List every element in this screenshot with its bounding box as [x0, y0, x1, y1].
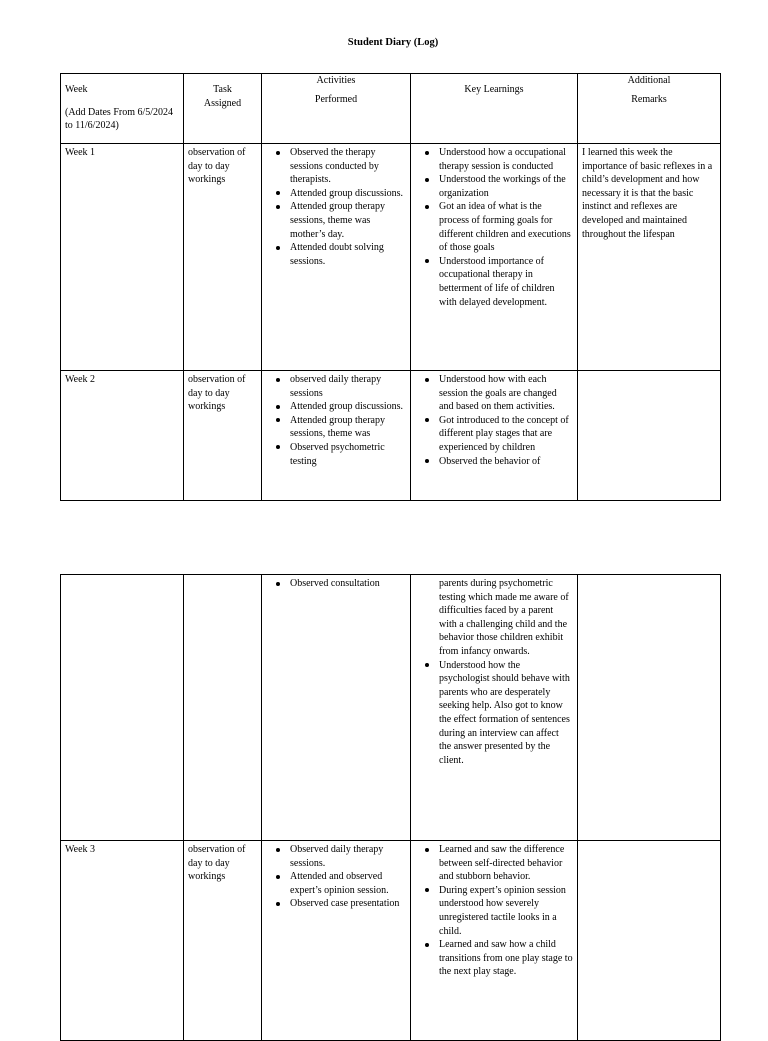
activities-list	[266, 146, 406, 268]
header-activities	[262, 74, 411, 144]
list-item: Attended doubt solving sessions.	[290, 241, 406, 268]
table-row	[61, 371, 721, 501]
list-item: Understood how with each session the goals are changed and based on them activities.	[439, 373, 573, 414]
list-item: Observed case presentation	[290, 897, 406, 911]
header-activities-line1: Activities	[316, 75, 356, 86]
task-cell: observation of day to day workings	[184, 371, 262, 501]
diary-table	[60, 73, 721, 501]
table-row	[61, 575, 721, 841]
list-item: Observed consultation	[290, 577, 406, 591]
list-item: Learned and saw how a child transitions from one play stage to the next play stage.	[439, 939, 573, 978]
list-item: Attended group discussions.	[290, 400, 406, 414]
header-remarks-line2: Remarks	[631, 93, 667, 105]
list-item: Attended group discussions.	[290, 187, 406, 201]
header-task	[184, 74, 262, 144]
activities-cell	[262, 371, 411, 501]
learnings-list	[415, 373, 573, 468]
header-task-line1: Task	[213, 84, 232, 95]
learnings-list	[415, 146, 573, 309]
header-remarks-line1: Additional	[627, 75, 671, 86]
list-item: Observed daily therapy sessions.	[290, 843, 406, 870]
learnings-cell	[411, 575, 578, 841]
header-week-label: Week	[65, 84, 88, 95]
header-task-line2: Assigned	[203, 97, 242, 109]
week-cell: Week 1	[61, 144, 184, 371]
activities-cell	[262, 575, 411, 841]
week-cell	[61, 575, 184, 841]
table-row	[61, 144, 721, 371]
list-item: observed daily therapy sessions	[290, 373, 406, 400]
list-item: Understood importance of occupational therapy in betterment of life of children with delayed development.	[439, 255, 573, 309]
list-item: Attended group therapy sessions, theme was	[290, 414, 406, 441]
list-item: Got an idea of what is the process of forming goals for different children and executions of those goals	[439, 200, 573, 254]
activities-list	[266, 373, 406, 468]
list-item: Observed the behavior of	[439, 455, 573, 469]
header-activities-line2: Performed	[314, 93, 358, 105]
header-key-learnings	[411, 74, 578, 144]
header-key-learnings-label: Key Learnings	[464, 84, 524, 95]
header-week-note: (Add Dates From 6/5/2024 to 11/6/2024)	[65, 106, 174, 132]
learnings-list	[415, 577, 573, 767]
remarks-cell	[578, 371, 721, 501]
list-item: Understood how a occupational therapy session is conducted	[439, 146, 573, 173]
header-remarks	[578, 74, 721, 144]
remarks-cell: I learned this week the importance of basic reflexes in a child’s development and how necessary it is that the basic instinct and reflexes are developed and maintained throughout the lifespan	[578, 144, 721, 371]
list-item: During expert’s opinion session understood how severely unregistered tactile looks in a child.	[439, 884, 573, 938]
learnings-list	[415, 843, 573, 979]
list-item: Got introduced to the concept of different play stages that are experienced by children	[439, 414, 573, 455]
learnings-cell	[411, 841, 578, 1041]
activities-list	[266, 577, 406, 591]
week-cell: Week 2	[61, 371, 184, 501]
week-cell: Week 3	[61, 841, 184, 1041]
list-item: Observed the therapy sessions conducted by therapists.	[290, 146, 406, 187]
header-row	[61, 74, 721, 144]
list-item: Learned and saw the difference between self-directed behavior and stubborn behavior.	[439, 843, 573, 884]
header-week	[61, 74, 184, 144]
diary-table-continued	[60, 574, 721, 1041]
list-item: Understood how the psychologist should behave with parents who are desperately seeking help. Also got to know the effect formation of sentences during an interview can affect the answer presented by the client.	[439, 659, 573, 768]
task-cell: observation of day to day workings	[184, 841, 262, 1041]
task-cell	[184, 575, 262, 841]
remarks-cell	[578, 575, 721, 841]
continued-text: parents during psychometric testing which made me aware of difficulties faced by a parent with a challenging child and the behavior those children exhibit from infancy onwards.	[439, 578, 569, 657]
list-item: Understood the workings of the organization	[439, 173, 573, 200]
remarks-cell	[578, 841, 721, 1041]
list-item: Attended group therapy sessions, theme was mother’s day.	[290, 200, 406, 241]
activities-cell	[262, 144, 411, 371]
task-cell: observation of day to day workings	[184, 144, 262, 371]
activities-cell	[262, 841, 411, 1041]
list-item: Observed psychometric testing	[290, 441, 406, 468]
table-row	[61, 841, 721, 1041]
learnings-cell	[411, 144, 578, 371]
page-title: Student Diary (Log)	[347, 37, 439, 48]
activities-list	[266, 843, 406, 911]
learnings-cell	[411, 371, 578, 501]
list-item: Attended and observed expert’s opinion session.	[290, 870, 406, 897]
